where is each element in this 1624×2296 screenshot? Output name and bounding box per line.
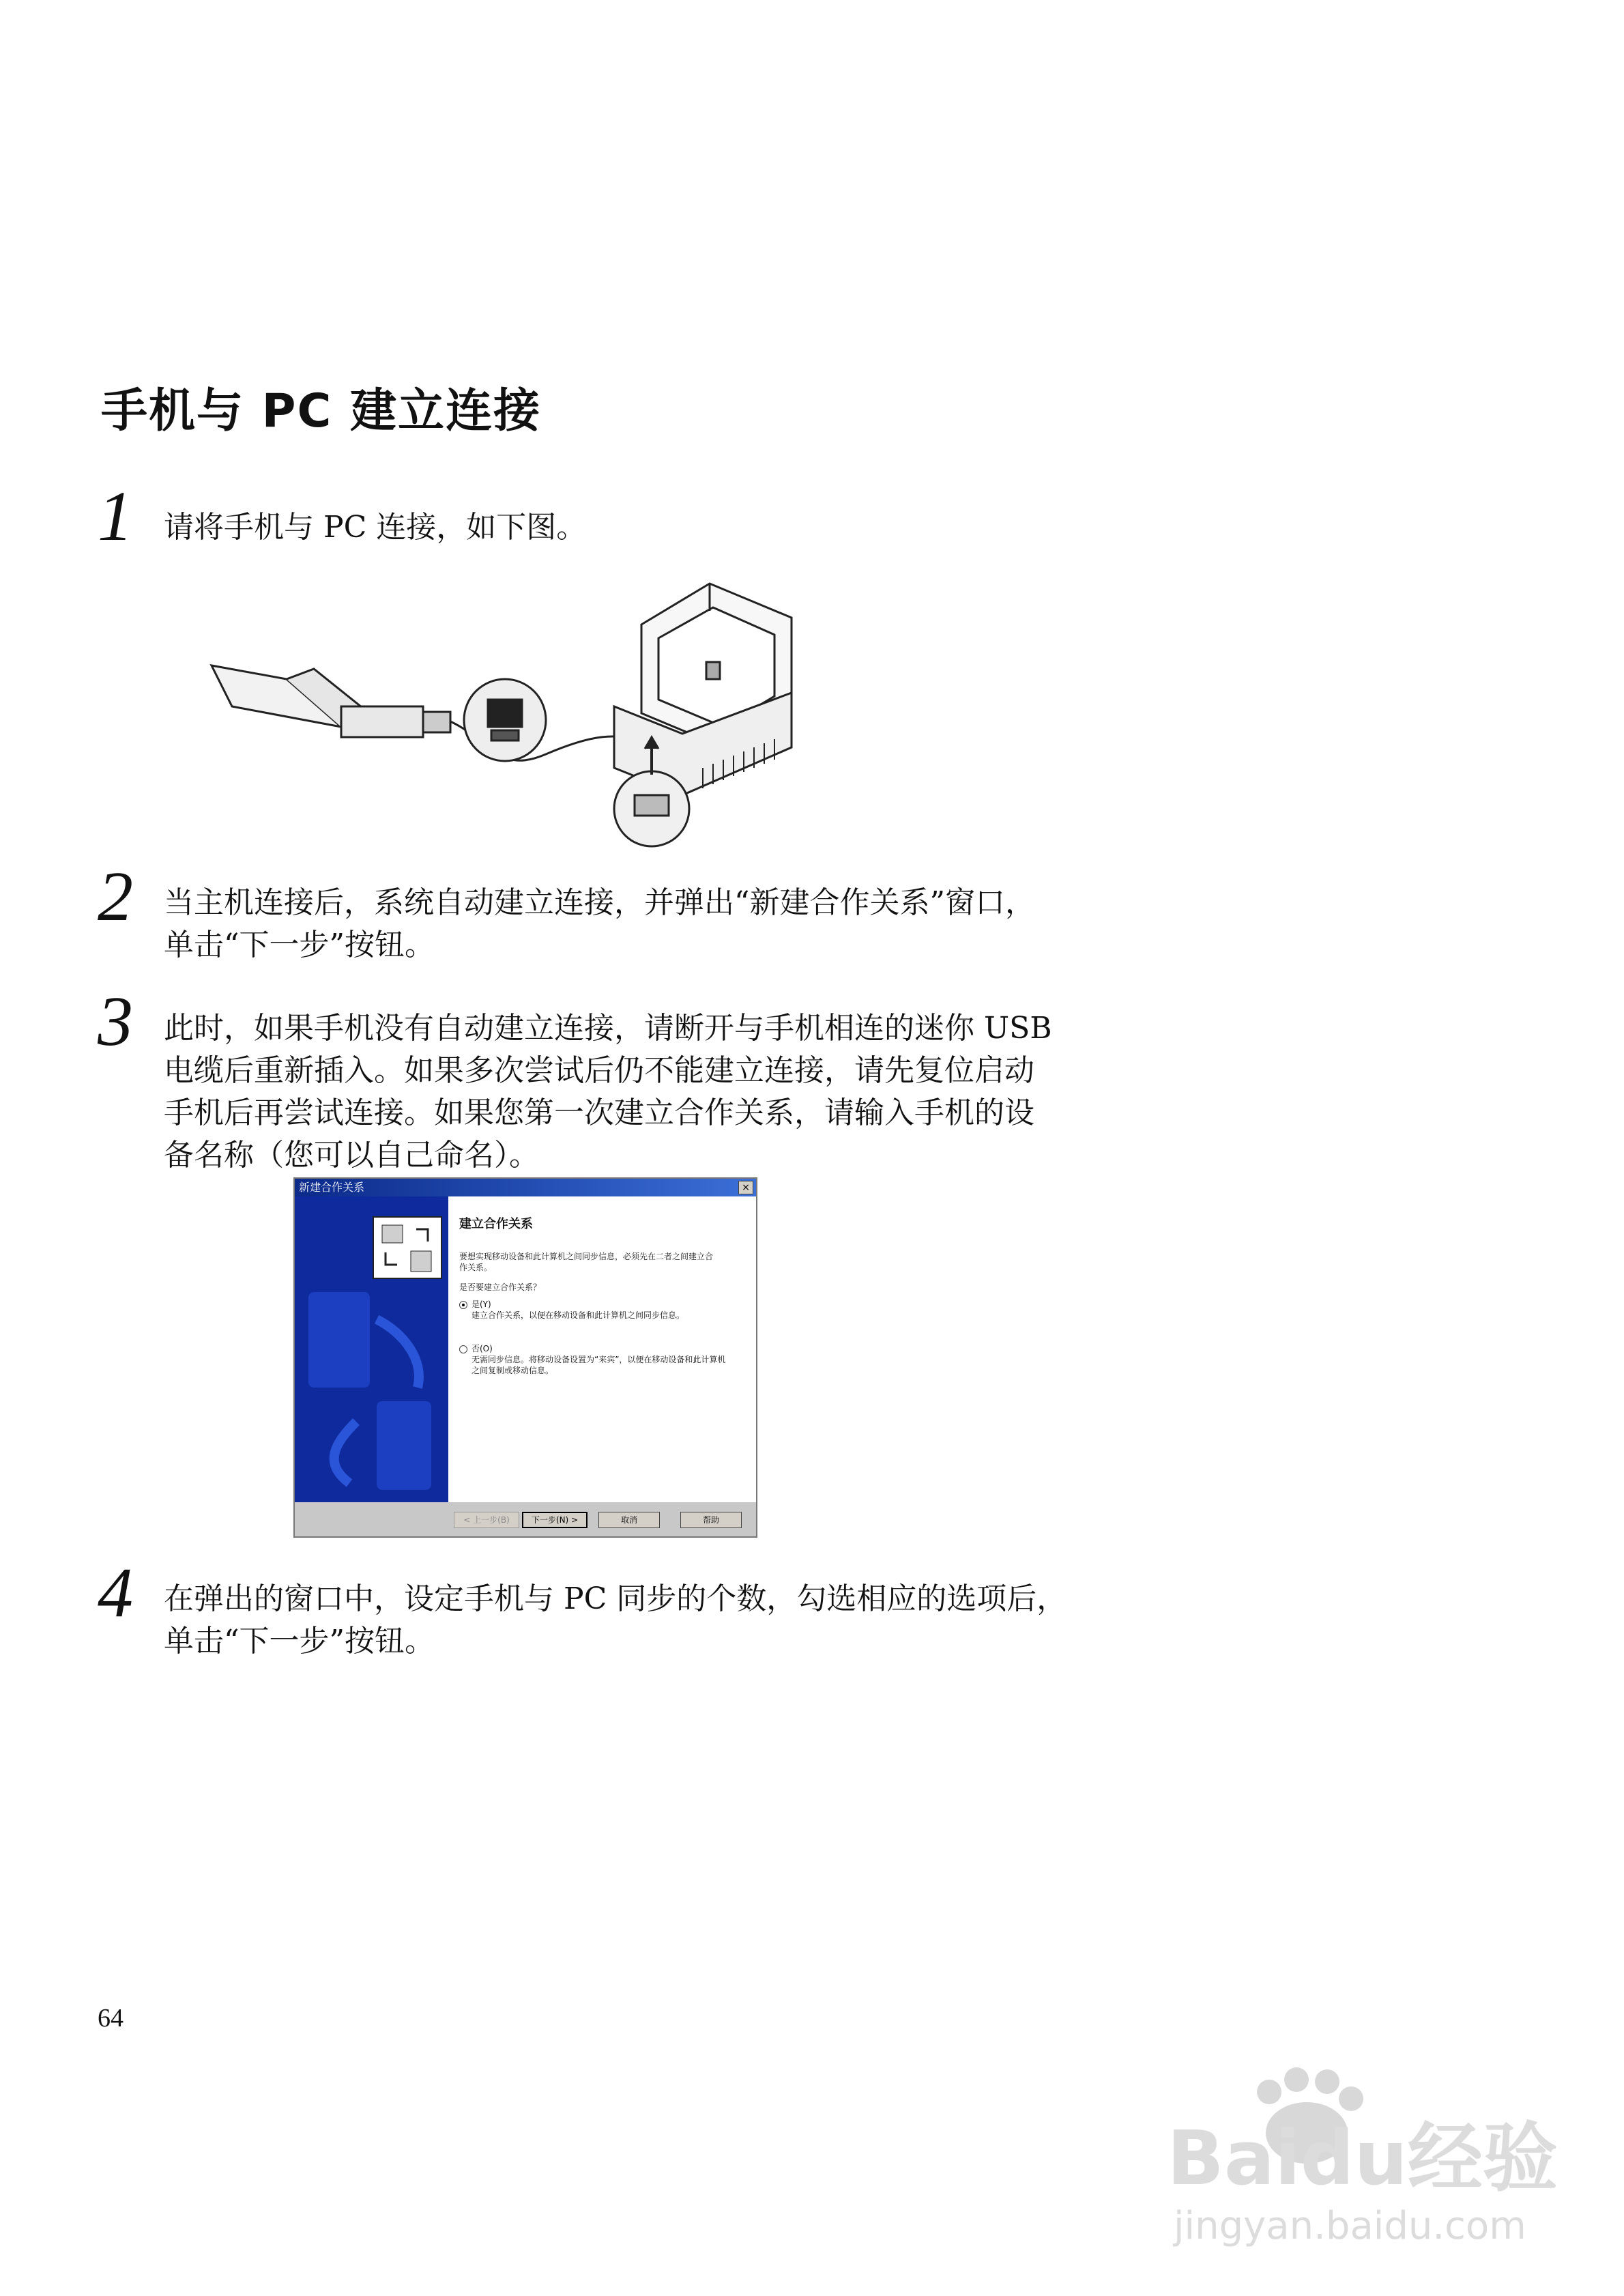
new-partnership-dialog — [293, 1177, 757, 1538]
step-number-4: 4 — [98, 1553, 133, 1632]
step-3-line-3: 手机后再尝试连接。如果您第一次建立合作关系，请输入手机的设 — [164, 1095, 1034, 1130]
connection-illustration — [205, 570, 805, 857]
dialog-button-row — [448, 1502, 756, 1536]
step-3-text — [164, 1007, 1105, 1177]
device-sync-icon — [295, 1196, 448, 1502]
option-yes-desc: 建立合作关系，以便在移动设备和此计算机之间同步信息。 — [472, 1310, 685, 1320]
step-2-text — [164, 882, 1105, 966]
option-yes-label: 是(Y) — [472, 1300, 491, 1309]
page-title: 手机与 PC 建立连接 — [101, 384, 542, 438]
radio-no[interactable] — [459, 1345, 467, 1353]
dialog-heading: 建立合作关系 — [459, 1217, 533, 1231]
help-button[interactable]: 帮助 — [680, 1512, 742, 1528]
step-3-line-2: 电缆后重新插入。如果多次尝试后仍不能建立连接，请先复位启动 — [164, 1053, 1034, 1088]
step-number-2: 2 — [98, 857, 133, 936]
radio-yes[interactable] — [459, 1301, 467, 1309]
close-button[interactable]: × — [738, 1181, 753, 1194]
step-2-line-1: 当主机连接后，系统自动建立连接，并弹出“新建合作关系”窗口， — [164, 885, 1035, 920]
cancel-button[interactable]: 取消 — [598, 1512, 660, 1528]
step-4-text — [164, 1578, 1105, 1663]
dialog-title: 新建合作关系 — [299, 1181, 365, 1194]
step-2-line-2: 单击“下一步”按钮。 — [164, 928, 435, 962]
back-button[interactable]: < 上一步(B) — [454, 1512, 519, 1528]
dialog-question: 是否要建立合作关系？ — [459, 1282, 542, 1292]
step-1-line-1: 请将手机与 PC 连接，如下图。 — [164, 510, 587, 545]
option-no-label: 否(O) — [472, 1344, 493, 1353]
step-4-line-1: 在弹出的窗口中，设定手机与 PC 同步的个数，勾选相应的选项后， — [164, 1581, 1067, 1616]
dialog-side-banner — [295, 1196, 448, 1502]
dialog-content — [448, 1196, 756, 1502]
step-3-line-4: 备名称（您可以自己命名）。 — [164, 1138, 539, 1173]
watermark-brand: Baidu经验 — [1167, 2114, 1558, 2202]
page-number: 64 — [98, 2004, 124, 2033]
option-no-desc: 无需同步信息。将移动设备设置为“来宾”，以便在移动设备和此计算机之间复制或移动信息。 — [472, 1355, 726, 1375]
dialog-titlebar — [295, 1179, 756, 1196]
step-4-line-2: 单击“下一步”按钮。 — [164, 1624, 435, 1659]
step-3-line-1: 此时，如果手机没有自动建立连接，请断开与手机相连的迷你 USB — [164, 1011, 1052, 1046]
option-no[interactable] — [459, 1343, 732, 1376]
baidu-watermark-logo — [1160, 2065, 1569, 2269]
dialog-description: 要想实现移动设备和此计算机之间同步信息，必须先在二者之间建立合作关系。 — [459, 1252, 714, 1272]
step-number-3: 3 — [98, 982, 133, 1061]
option-yes[interactable] — [459, 1299, 732, 1321]
next-button[interactable]: 下一步(N) > — [522, 1512, 588, 1528]
watermark-url: jingyan.baidu.com — [1174, 2204, 1526, 2248]
step-number-1: 1 — [98, 477, 133, 556]
step-1-text — [164, 506, 1105, 549]
